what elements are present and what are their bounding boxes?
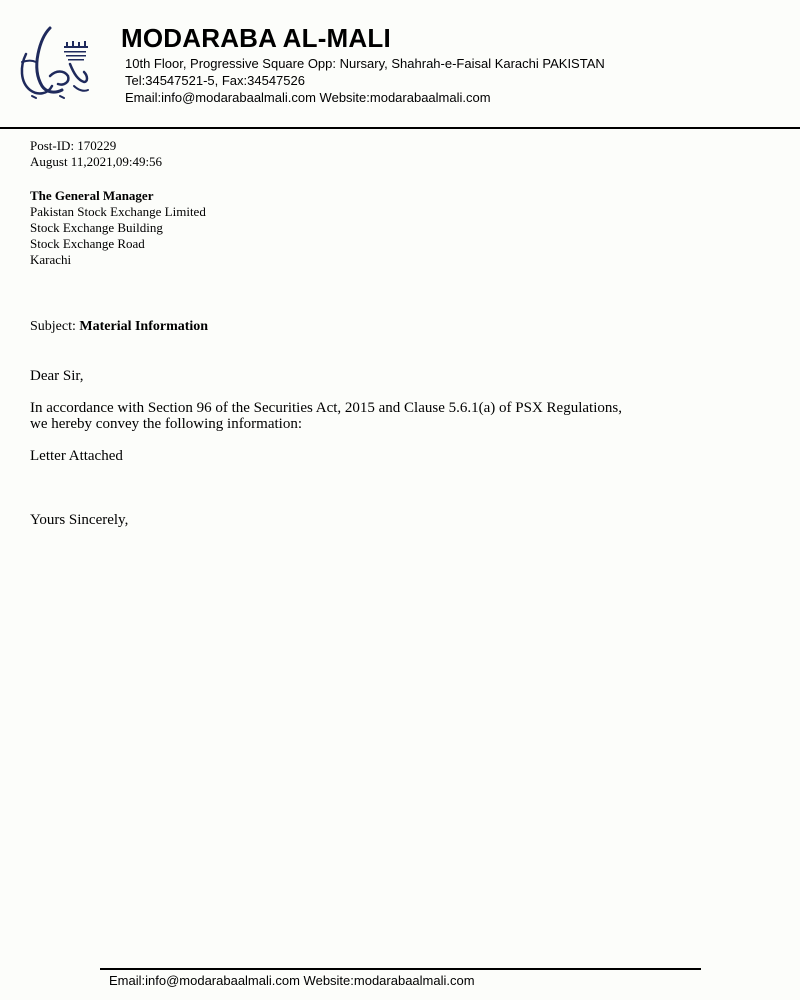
attachment-note: Letter Attached: [30, 448, 123, 464]
addressee-line: Karachi: [30, 252, 72, 267]
subject-value: Material Information: [79, 319, 209, 334]
calligraphy-logo-icon: [14, 24, 92, 102]
closing: Yours Sincerely,: [30, 512, 129, 528]
company-address: 10th Floor, Progressive Square Opp: Nursary, Shahrah-e-Faisal Karachi PAKISTAN: [125, 56, 605, 71]
company-tel-fax: Tel:34547521-5, Fax:34547526: [125, 73, 305, 88]
salutation: Dear Sir,: [30, 368, 84, 384]
addressee-line: Stock Exchange Building: [30, 220, 163, 235]
addressee-line: Stock Exchange Road: [30, 236, 145, 251]
post-datetime: August 11,2021,09:49:56: [30, 154, 163, 169]
company-name: MODARABA AL-MALI: [121, 23, 391, 53]
footer-email-website: Email:info@modarabaalmali.com Website:modarabaalmali.com: [109, 973, 475, 988]
addressee-title: The General Manager: [30, 188, 154, 203]
post-id: Post-ID: 170229: [30, 138, 117, 153]
body-paragraph-line: In accordance with Section 96 of the Securities Act, 2015 and Clause 5.6.1(a) of PSX Regulations,: [30, 400, 622, 416]
footer-divider: [100, 968, 701, 970]
subject-label: Subject:: [30, 319, 76, 334]
subject-line: [30, 319, 208, 335]
addressee-line: Pakistan Stock Exchange Limited: [30, 204, 206, 219]
company-email-website: Email:info@modarabaalmali.com Website:modarabaalmali.com: [125, 90, 491, 105]
body-paragraph-line: we hereby convey the following information:: [30, 416, 303, 432]
header-divider: [0, 127, 800, 129]
